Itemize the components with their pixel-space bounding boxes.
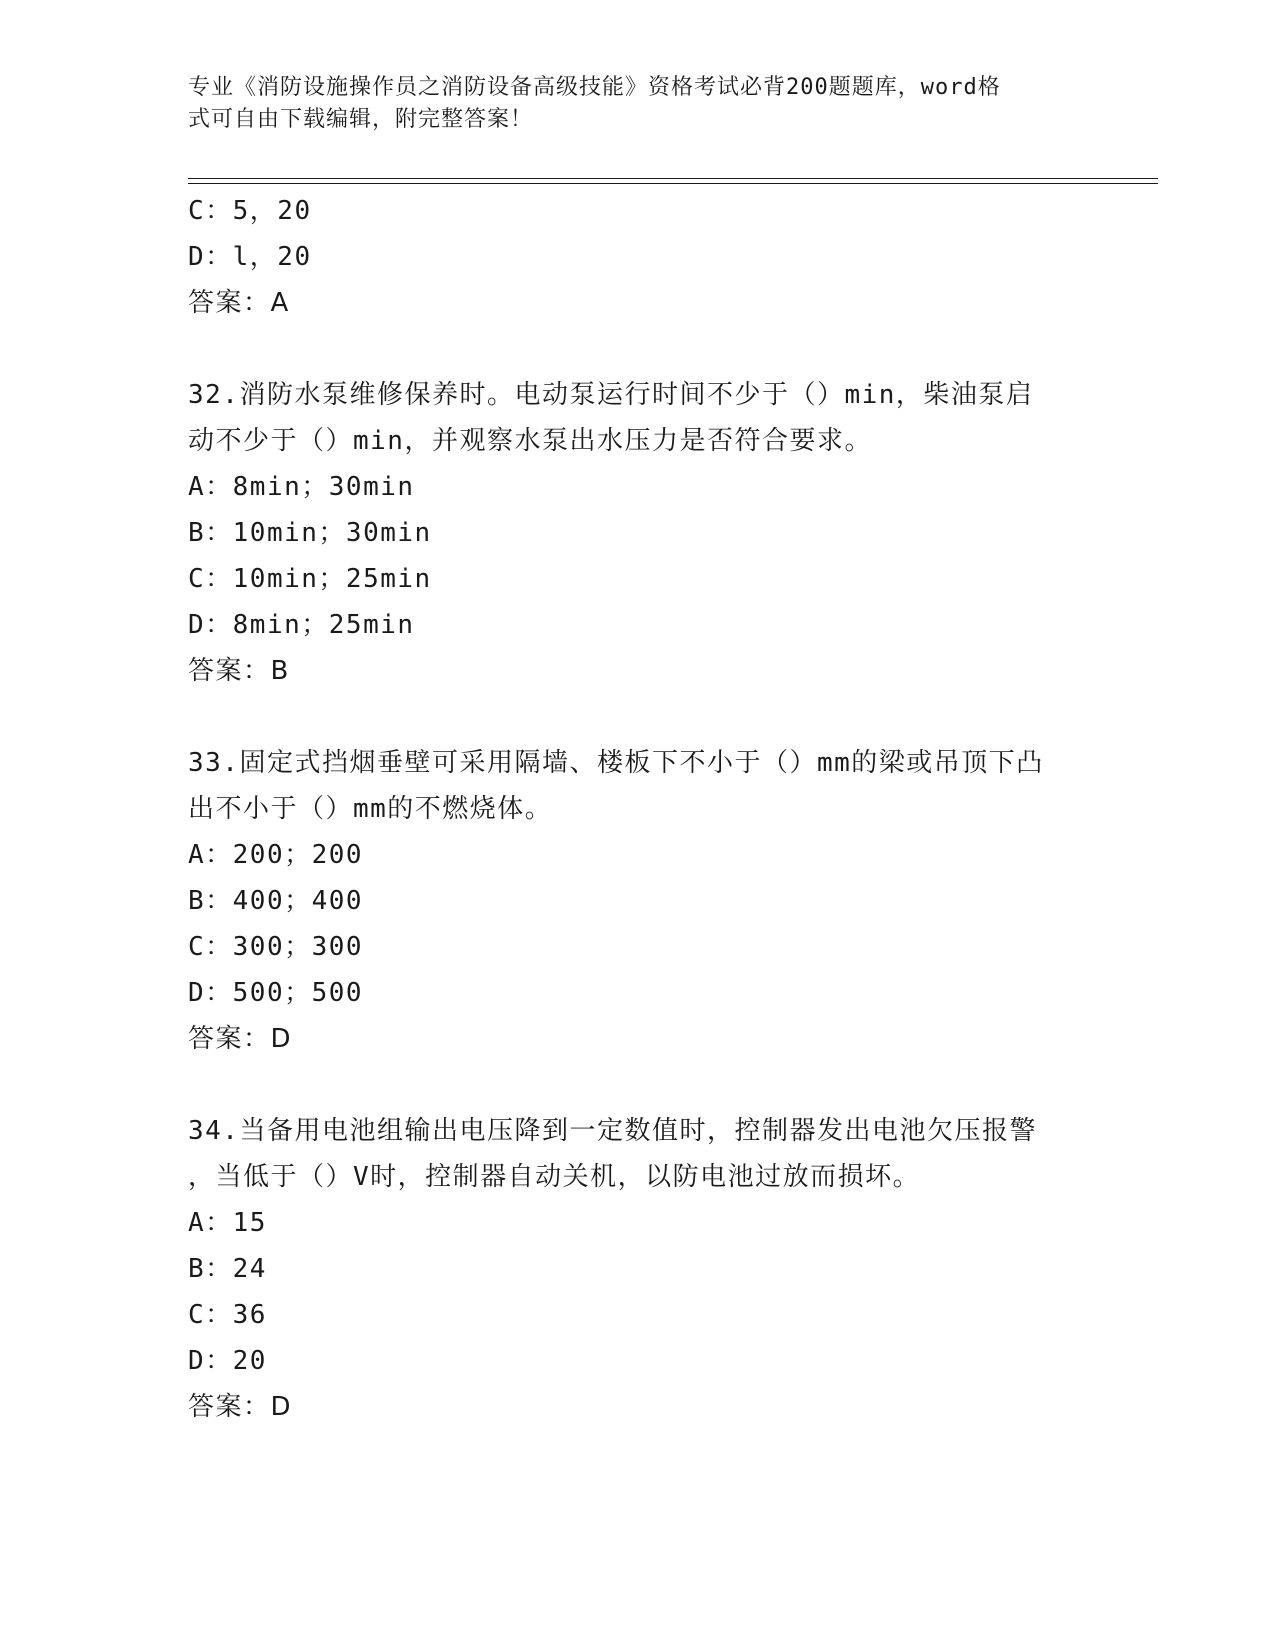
option-d: D：20 xyxy=(188,1346,267,1376)
option-b: B：10min；30min xyxy=(188,518,432,548)
header-divider-top xyxy=(188,178,1158,179)
header-line-1: 专业《消防设施操作员之消防设备高级技能》资格考试必背200题题库，word格 xyxy=(188,75,1001,100)
option-a: A：200；200 xyxy=(188,840,364,870)
document-header xyxy=(188,72,1068,136)
option-b: B：24 xyxy=(188,1254,267,1284)
option-c: C：300；300 xyxy=(188,932,364,962)
question-text-line-2: 出不小于（）mm的不燃烧体。 xyxy=(188,794,553,824)
header-line-2: 式可自由下载编辑，附完整答案！ xyxy=(188,107,534,132)
question-text-line-1: 32.消防水泵维修保养时。电动泵运行时间不少于（）min，柴油泵启 xyxy=(188,380,1034,410)
option-c: C：10min；25min xyxy=(188,564,432,594)
question-33 xyxy=(188,740,1088,1062)
answer: 答案：D xyxy=(188,1392,293,1422)
option-d: D：8min；25min xyxy=(188,610,415,640)
spacer xyxy=(188,326,1088,372)
question-32 xyxy=(188,372,1088,694)
option-b: B：400；400 xyxy=(188,886,364,916)
option-c: C：5，20 xyxy=(188,196,312,226)
spacer xyxy=(188,694,1088,740)
question-content xyxy=(188,188,1088,1430)
answer: 答案：B xyxy=(188,656,290,686)
header-divider-bottom xyxy=(188,183,1158,184)
question-34 xyxy=(188,1108,1088,1430)
question-text-line-1: 33.固定式挡烟垂壁可采用隔墙、楼板下不小于（）mm的梁或吊顶下凸 xyxy=(188,748,1044,778)
option-a: A：8min；30min xyxy=(188,472,415,502)
answer: 答案：D xyxy=(188,1024,293,1054)
option-d: D：500；500 xyxy=(188,978,364,1008)
previous-question-tail xyxy=(188,188,1088,326)
question-text-line-2: ，当低于（）V时，控制器自动关机，以防电池过放而损坏。 xyxy=(188,1162,921,1192)
option-d: D：l，20 xyxy=(188,242,312,272)
answer: 答案：A xyxy=(188,288,290,318)
question-text-line-2: 动不少于（）min，并观察水泵出水压力是否符合要求。 xyxy=(188,426,872,456)
option-c: C：36 xyxy=(188,1300,267,1330)
option-a: A：15 xyxy=(188,1208,267,1238)
question-text-line-1: 34.当备用电池组输出电压降到一定数值时，控制器发出电池欠压报警 xyxy=(188,1116,1037,1146)
spacer xyxy=(188,1062,1088,1108)
